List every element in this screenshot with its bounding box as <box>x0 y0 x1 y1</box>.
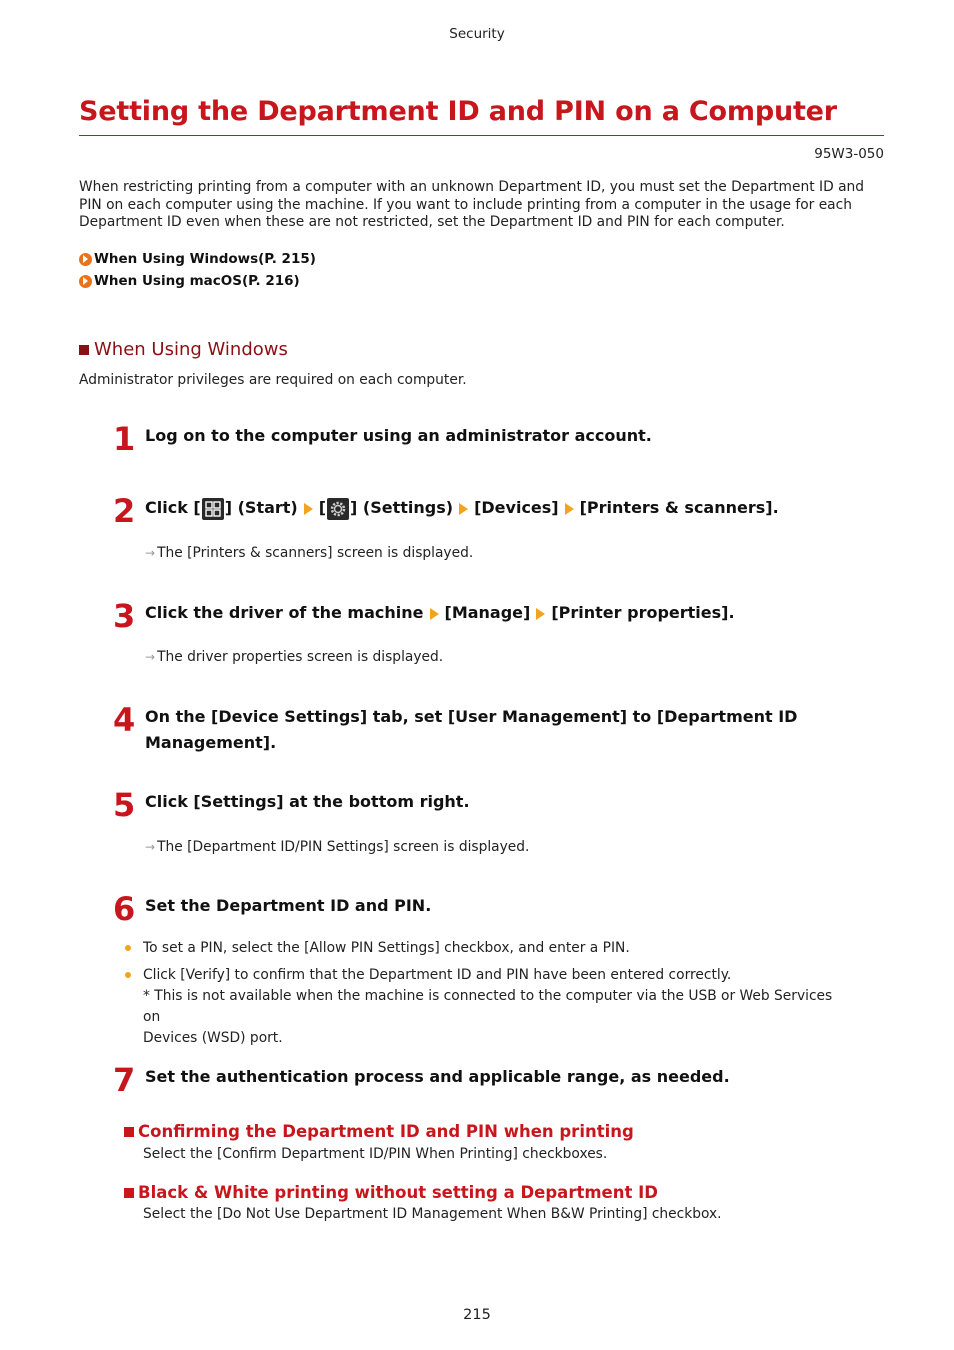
link-arrow-icon <box>79 253 92 266</box>
running-header: Security <box>449 26 505 42</box>
step-3-part: Click the driver of the machine <box>145 603 424 622</box>
orange-triangle-icon <box>459 503 468 515</box>
result-arrow-icon: → <box>145 650 155 664</box>
bullet-note-line2: Devices (WSD) port. <box>143 1030 283 1046</box>
step-number-4: 4 <box>113 701 136 739</box>
document-code: 95W3-050 <box>814 146 884 162</box>
option-text-confirm-pin: Select the [Confirm Department ID/PIN When Printing] checkboxes. <box>143 1146 608 1162</box>
bullet-text: To set a PIN, select the [Allow PIN Settings] checkbox, and enter a PIN. <box>143 940 630 956</box>
settings-gear-icon <box>327 498 349 520</box>
section-heading-windows <box>79 339 288 360</box>
result-arrow-icon: → <box>145 546 155 560</box>
step-3-result <box>145 649 443 665</box>
orange-triangle-icon <box>304 503 313 515</box>
step-number-6: 6 <box>113 890 136 928</box>
orange-triangle-icon <box>536 608 545 620</box>
step-4-text-line1: On the [Device Settings] tab, set [User Management] to [Department ID <box>145 707 798 726</box>
option-square-icon <box>124 1127 134 1137</box>
link-label: When Using Windows(P. 215) <box>94 251 316 267</box>
step-2-result-text: The [Printers & scanners] screen is displayed. <box>157 545 474 561</box>
step-3-text <box>145 600 735 626</box>
option-square-icon <box>124 1188 134 1198</box>
step-2-part: [ <box>318 498 327 517</box>
step-2-part: [Printers & scanners]. <box>579 498 779 517</box>
bullet-item <box>125 965 845 1049</box>
option-heading-text: Black & White printing without setting a Department ID <box>138 1183 658 1202</box>
section-square-icon <box>79 345 89 355</box>
step-1-text: Log on to the computer using an administrator account. <box>145 426 652 445</box>
result-arrow-icon: → <box>145 840 155 854</box>
section-note: Administrator privileges are required on each computer. <box>79 372 467 388</box>
step-7-text: Set the authentication process and applicable range, as needed. <box>145 1067 730 1086</box>
link-when-using-windows[interactable] <box>79 251 316 267</box>
orange-triangle-icon <box>430 608 439 620</box>
bullet-dot-icon <box>125 945 131 951</box>
step-number-3: 3 <box>113 597 136 635</box>
link-arrow-icon <box>79 275 92 288</box>
step-2-part: ] (Settings) <box>350 498 454 517</box>
bullet-dot-icon <box>125 972 131 978</box>
link-label: When Using macOS(P. 216) <box>94 273 300 289</box>
title-rule <box>79 135 884 136</box>
section-heading-text: When Using Windows <box>94 339 288 360</box>
option-heading-bw-printing <box>124 1183 658 1202</box>
bullet-note-line1: * This is not available when the machine is connected to the computer via the USB or Web Services on <box>143 988 833 1025</box>
windows-start-icon <box>202 498 224 520</box>
step-number-2: 2 <box>113 492 136 530</box>
step-5-result <box>145 839 529 855</box>
step-number-1: 1 <box>113 420 136 458</box>
step-3-result-text: The driver properties screen is displayed. <box>157 649 444 665</box>
step-2-part: ] (Start) <box>224 498 298 517</box>
link-when-using-macos[interactable] <box>79 273 300 289</box>
step-number-7: 7 <box>113 1061 136 1099</box>
option-heading-confirm-pin <box>124 1122 634 1141</box>
step-number-5: 5 <box>113 786 136 824</box>
step-2-part: [Devices] <box>474 498 559 517</box>
page-title: Setting the Department ID and PIN on a Computer <box>79 96 837 127</box>
step-3-part: [Printer properties]. <box>551 603 735 622</box>
bullet-item <box>125 938 845 959</box>
bullet-text: Click [Verify] to confirm that the Department ID and PIN have been entered correctly. <box>143 967 732 983</box>
step-2-text <box>145 495 779 521</box>
step-6-text: Set the Department ID and PIN. <box>145 896 432 915</box>
step-5-text: Click [Settings] at the bottom right. <box>145 792 470 811</box>
step-5-result-text: The [Department ID/PIN Settings] screen is displayed. <box>157 839 530 855</box>
step-2-part: Click [ <box>145 498 201 517</box>
step-4-text-line2: Management]. <box>145 733 277 752</box>
orange-triangle-icon <box>565 503 574 515</box>
step-3-part: [Manage] <box>444 603 531 622</box>
intro-paragraph: When restricting printing from a computer with an unknown Department ID, you must set the Department ID and PIN on each computer using the machine. If you want to include printing from a computer in the usage for each Department ID even when these are not restricted, set the Department ID and PIN for each computer. <box>79 179 865 230</box>
page-number: 215 <box>463 1307 491 1323</box>
step-2-result <box>145 545 473 561</box>
option-text-bw-printing: Select the [Do Not Use Department ID Management When B&W Printing] checkbox. <box>143 1206 722 1222</box>
option-heading-text: Confirming the Department ID and PIN when printing <box>138 1122 634 1141</box>
